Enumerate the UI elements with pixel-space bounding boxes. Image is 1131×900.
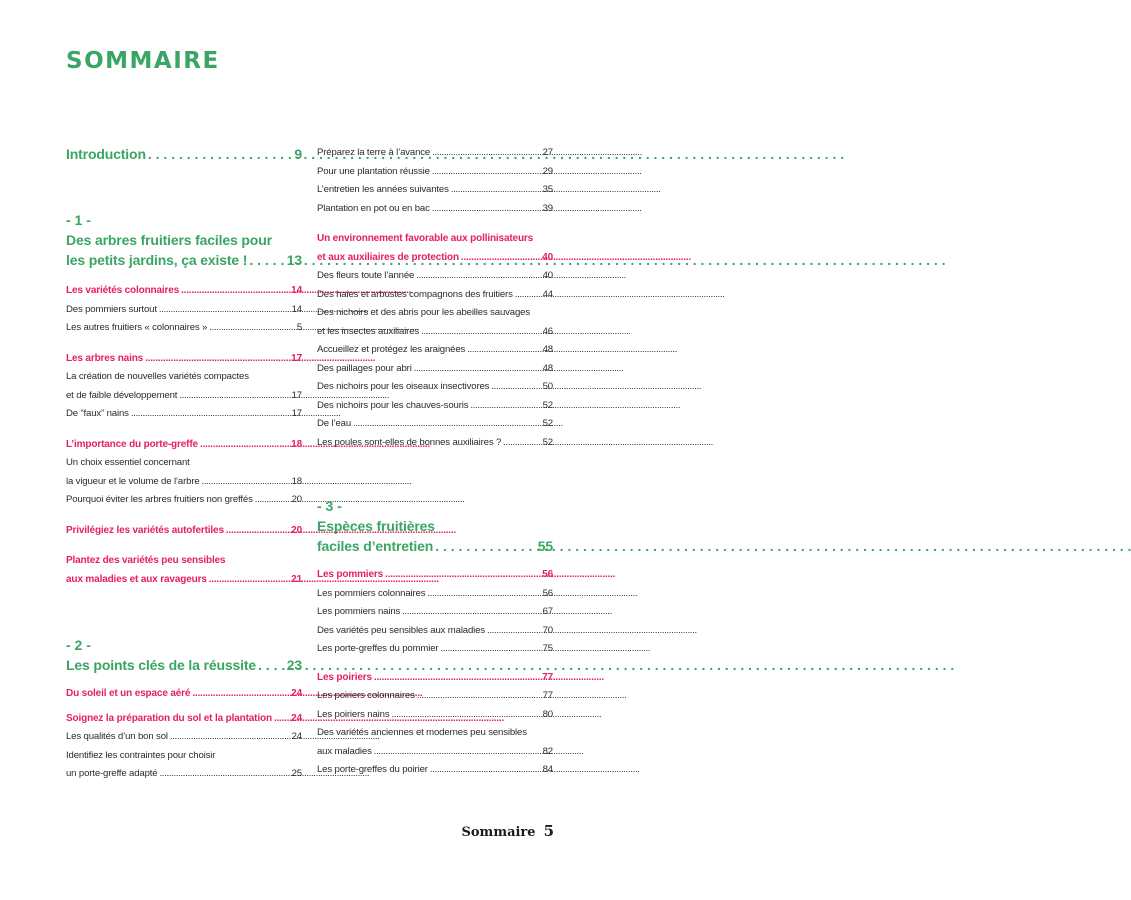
toc-entry-nichoirs-abris-line1: Des nichoirs et des abris pour les abeilles sauvages [317, 307, 530, 318]
toc-entry-pommiers-sensibles[interactable]: Des variétés peu sensibles aux maladies . . . 70 [317, 622, 553, 641]
toc-entry-chauves-souris[interactable]: Des nichoirs pour les chauves-souris . . . 52 [317, 397, 553, 416]
toc-entry-faux-nains[interactable]: De “faux” nains . . . 17 [66, 405, 302, 424]
page-title: SOMMAIRE [66, 48, 220, 74]
toc-entry-reussie[interactable]: Pour une plantation réussie . . . 29 [317, 163, 553, 182]
toc-entry-pommiers[interactable]: Les pommiers . . . 56 [317, 566, 553, 585]
toc-entry-poiriers-nains[interactable]: Les poiriers nains . . . 80 [317, 706, 553, 725]
toc-entry-fleurs[interactable]: Des fleurs toute l’année . . . 40 [317, 267, 553, 286]
toc-entry-poiriers-colonnaires[interactable]: Les poiriers colonnaires . . . 77 [317, 687, 553, 706]
toc-entry-oiseaux[interactable]: Des nichoirs pour les oiseaux insectivores . . . 50 [317, 378, 553, 397]
toc-entry-pot-bac[interactable]: Plantation en pot ou en bac . . . 39 [317, 200, 553, 219]
toc-entry-contraintes-line1: Identifiez les contraintes pour choisir [66, 749, 216, 761]
toc-entry-paillages[interactable]: Des paillages pour abri . . . 48 [317, 360, 553, 379]
page-footer [462, 822, 555, 840]
toc-entry-nains[interactable]: Les arbres nains . . . 17 [66, 350, 302, 369]
toc-entry-contraintes[interactable]: un porte-greffe adapté . . . 25 [66, 765, 302, 784]
toc-entry-haies[interactable]: Des haies et arbustes compagnons des fruitiers . . . 44 [317, 286, 553, 305]
toc-entry-qualites[interactable]: Les qualités d’un bon sol . . . 24 [66, 728, 302, 747]
toc-entry-creation-line1: La création de nouvelles variétés compactes [66, 371, 249, 382]
toc-entry-pommiers-nains[interactable]: Les pommiers nains . . . 67 [317, 603, 553, 622]
toc-entry-poiriers-porte-greffes[interactable]: Les porte-greffes du poirier . . . 84 [317, 761, 553, 780]
page-number: 5 [543, 822, 554, 840]
part-3-number: - 3 - [317, 498, 342, 514]
part-3-title-line1: Espèces fruitières [317, 518, 435, 534]
toc-entry-poiriers[interactable]: Les poiriers . . . 77 [317, 669, 553, 688]
toc-entry-pommiers-porte-greffes[interactable]: Les porte-greffes du pommier . . . 75 [317, 640, 553, 659]
toc-entry-colonnaires[interactable]: Les variétés colonnaires . . . 14 [66, 282, 302, 301]
toc-entry-environnement-line1: Un environnement favorable aux pollinisateurs [317, 233, 534, 244]
toc-entry-choix-line1: Un choix essentiel concernant [66, 457, 190, 468]
toc-left-column [66, 144, 302, 784]
footer-label: Sommaire [461, 825, 536, 840]
toc-entry-preparez[interactable]: Préparez la terre à l’avance . . . 27 [317, 144, 553, 163]
toc-entry-introduction[interactable]: Introduction . . . 9 [66, 144, 302, 164]
toc-right-column [317, 144, 553, 780]
part-2-number: - 2 - [66, 637, 91, 653]
part-1-title-line1: Des arbres fruitiers faciles pour [66, 232, 272, 248]
toc-entry-porte-greffe[interactable]: L’importance du porte-greffe . . . 18 [66, 436, 302, 455]
toc-entry-part-1[interactable]: les petits jardins, ça existe ! . . . 13 [66, 250, 302, 270]
toc-entry-autres-colonnaires[interactable]: Les autres fruitiers « colonnaires » . . . 5 [66, 319, 302, 338]
toc-entry-eau[interactable]: De l’eau . . . 52 [317, 415, 553, 434]
toc-entry-anciennes-line1: Des variétés anciennes et modernes peu sensibles [317, 727, 527, 738]
toc-entry-sensibles[interactable]: aux maladies et aux ravageurs . . . 21 [66, 571, 302, 590]
toc-entry-pommiers-colonnaires[interactable]: Les pommiers colonnaires . . . 56 [317, 585, 553, 604]
toc-entry-poules[interactable]: Les poules sont-elles de bonnes auxiliaires ? . . . 52 [317, 434, 553, 453]
toc-entry-part-2[interactable]: Les points clés de la réussite . . . 23 [66, 655, 302, 675]
toc-entry-creation[interactable]: et de faible développement . . . 17 [66, 387, 302, 406]
toc-entry-araignees[interactable]: Accueillez et protégez les araignées . . . 48 [317, 341, 553, 360]
toc-entry-entretien[interactable]: L’entretien les années suivantes . . . 35 [317, 181, 553, 200]
toc-entry-soleil[interactable]: Du soleil et un espace aéré . . . 24 [66, 685, 302, 704]
toc-entry-choix[interactable]: la vigueur et le volume de l’arbre . . . 18 [66, 473, 302, 492]
toc-entry-autofertiles[interactable]: Privilégiez les variétés autofertiles . . . 20 [66, 522, 302, 541]
toc-entry-sensibles-line1: Plantez des variétés peu sensibles [66, 555, 226, 566]
toc-entry-preparation[interactable]: Soignez la préparation du sol et la plantation . . . 24 [66, 710, 302, 729]
toc-entry-pommiers-surtout[interactable]: Des pommiers surtout . . . 14 [66, 301, 302, 320]
toc-entry-environnement[interactable]: et aux auxiliaires de protection . . . 40 [317, 249, 553, 268]
toc-entry-nichoirs-abris[interactable]: et les insectes auxiliaires . . . 46 [317, 323, 553, 342]
toc-entry-part-3[interactable]: faciles d’entretien . . . 55 [317, 536, 553, 556]
part-1-number: - 1 - [66, 212, 91, 228]
toc-entry-non-greffes[interactable]: Pourquoi éviter les arbres fruitiers non greffés . . . 20 [66, 491, 302, 510]
toc-entry-anciennes[interactable]: aux maladies . . . 82 [317, 743, 553, 762]
